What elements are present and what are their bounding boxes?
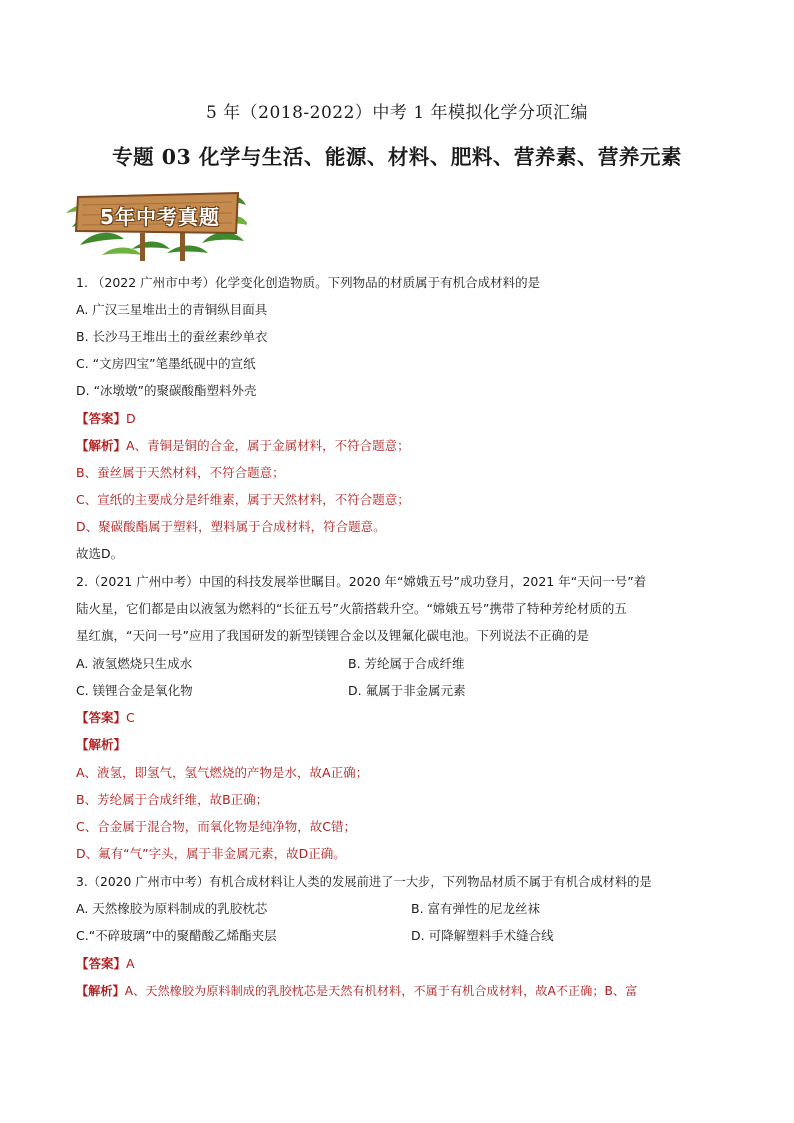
topic-title: 专题 03 化学与生活、能源、材料、肥料、营养素、营养元素 bbox=[112, 145, 682, 169]
q2-analysis-label bbox=[76, 736, 126, 754]
q1-option-d: D. “冰墩墩”的聚碳酸酯塑料外壳 bbox=[76, 383, 257, 398]
banner-text: 5年中考真题 bbox=[100, 205, 220, 229]
q3-option-b: B. 富有弹性的尼龙丝袜 bbox=[411, 901, 541, 916]
answer-value: D bbox=[126, 411, 136, 426]
q1-option-a: A. 广汉三星堆出土的青铜纵目面具 bbox=[76, 302, 268, 317]
q1-analysis-2: B、蚕丝属于天然材料，不符合题意； bbox=[76, 465, 285, 480]
q2-stem-2: 陆火星，它们都是由以液氢为燃料的“长征五号”火箭搭载升空。“嫦娥五号”携带了特种芳纶材质的五 bbox=[76, 601, 627, 616]
q3-option-d: D. 可降解塑料手术缝合线 bbox=[411, 928, 554, 943]
q3-analysis bbox=[76, 982, 637, 1000]
q2-analysis-4: D、氟有“气”字头，属于非金属元素，故D正确。 bbox=[76, 846, 346, 861]
analysis-label: 【解析】 bbox=[76, 737, 127, 752]
q2-option-b: B. 芳纶属于合成纤维 bbox=[348, 656, 465, 671]
q2-analysis-3: C、合金属于混合物，而氧化物是纯净物，故C错； bbox=[76, 819, 356, 834]
q1-analysis-1 bbox=[76, 437, 410, 455]
q2-option-d: D. 氟属于非金属元素 bbox=[348, 683, 466, 698]
q3-option-a: A. 天然橡胶为原料制成的乳胶枕芯 bbox=[76, 901, 268, 916]
q1-answer bbox=[76, 410, 136, 428]
answer-label: 【答案】 bbox=[76, 956, 127, 971]
q1-analysis-4: D、聚碳酸酯属于塑料，塑料属于合成材料，符合题意。 bbox=[76, 519, 386, 534]
q2-answer bbox=[76, 709, 135, 727]
q1-option-c: C. “文房四宝”笔墨纸砚中的宣纸 bbox=[76, 356, 256, 371]
analysis-text: A、青铜是铜的合金，属于金属材料，不符合题意； bbox=[126, 438, 410, 453]
answer-value: C bbox=[126, 710, 135, 725]
answer-value: A bbox=[126, 956, 135, 971]
q1-stem: 1. （2022 广州市中考）化学变化创造物质。下列物品的材质属于有机合成材料的是 bbox=[76, 275, 541, 290]
analysis-label: 【解析】 bbox=[76, 438, 127, 453]
analysis-label: 【解析】 bbox=[76, 984, 125, 998]
q2-stem-3: 星红旗，“天问一号”应用了我国研发的新型镁锂合金以及锂氟化碳电池。下列说法不正确的是 bbox=[76, 628, 589, 643]
q2-analysis-2: B、芳纶属于合成纤维，故B正确； bbox=[76, 792, 269, 807]
q1-option-b: B. 长沙马王堆出土的蚕丝素纱单衣 bbox=[76, 329, 268, 344]
q2-analysis-1: A、液氢，即氢气，氢气燃烧的产物是水，故A正确； bbox=[76, 765, 369, 780]
q3-answer bbox=[76, 955, 135, 973]
answer-label: 【答案】 bbox=[76, 411, 127, 426]
q3-option-c: C.“不碎玻璃”中的聚醋酸乙烯酯夹层 bbox=[76, 928, 277, 943]
section-banner bbox=[62, 183, 247, 263]
q1-conclusion: 故选D。 bbox=[76, 546, 124, 561]
q2-option-a: A. 液氢燃烧只生成水 bbox=[76, 656, 193, 671]
analysis-text: A、天然橡胶为原料制成的乳胶枕芯是天然有机材料，不属于有机合成材料，故A不正确；B、富 bbox=[124, 984, 638, 998]
answer-label: 【答案】 bbox=[76, 710, 127, 725]
q1-analysis-3: C、宣纸的主要成分是纤维素，属于天然材料，不符合题意； bbox=[76, 492, 410, 507]
q2-option-c: C. 镁锂合金是氧化物 bbox=[76, 683, 193, 698]
document-title: 5 年（2018-2022）中考 1 年模拟化学分项汇编 bbox=[205, 103, 589, 123]
q2-stem-1: 2.（2021 广州中考）中国的科技发展举世瞩目。2020 年“嫦娥五号”成功登月，2021 年“天问一号”着 bbox=[76, 574, 647, 589]
q3-stem: 3.（2020 广州市中考）有机合成材料让人类的发展前进了一大步，下列物品材质不属于有机合成材料的是 bbox=[76, 875, 652, 889]
